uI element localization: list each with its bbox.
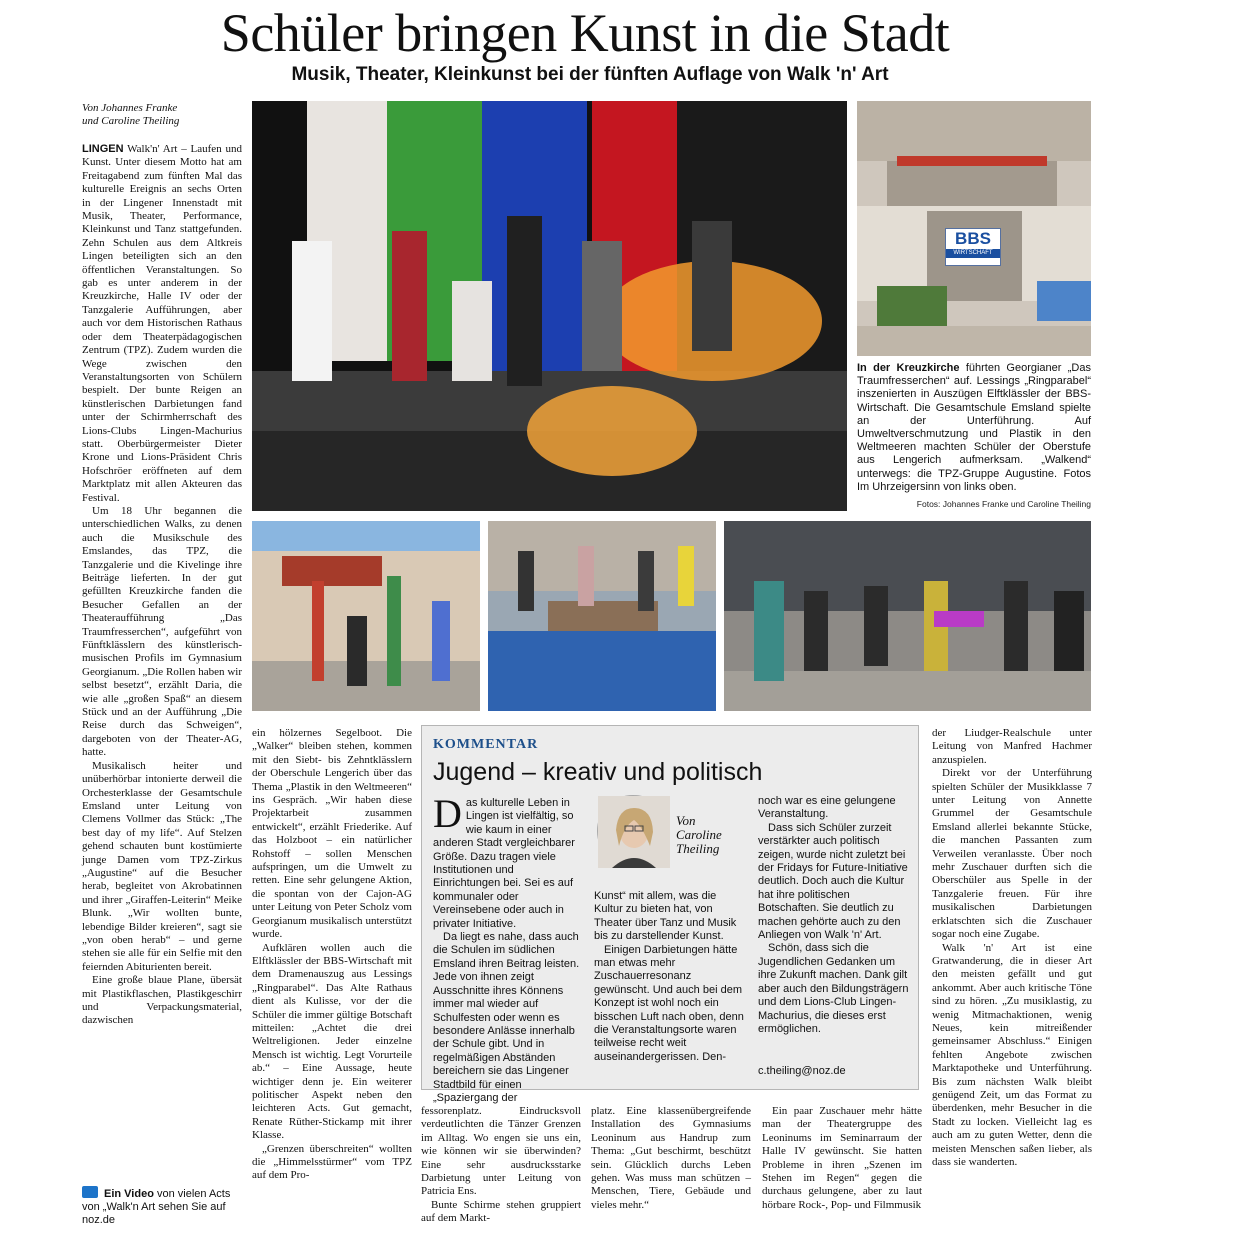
kommentar-title: Jugend – kreativ und politisch [433, 758, 763, 786]
byline [82, 102, 242, 128]
author-portrait-illustration [598, 796, 670, 868]
video-camera-icon [82, 1186, 98, 1198]
video-note-text: von vielen Acts von „Walk'n Art sehen Sie auf noz.de [82, 1188, 231, 1226]
photo-caption [857, 362, 1091, 496]
byline-line-1: Von Johannes Franke [82, 102, 178, 114]
paragraph: platz. Eine klassenübergreifende Installation des Gymnasiums Leoninum aus Handrup zum Thema: „Gut beschirmt, beschützt sein. Glücklich durchs Leben gehen. Was muss man schützen – Menschen, Tiere, Gebäude und vieles mehr.“ [591, 1105, 751, 1211]
subheadline: Musik, Theater, Kleinkunst bei der fünften Auflage von Walk 'n' Art [291, 64, 889, 85]
orchestra-illustration [724, 521, 1091, 711]
article-column-1 [82, 143, 242, 1179]
paragraph: Musikalisch heiter und unüberhörbar intonierte derweil die Orchesterklasse der Gesamtschule Emsland unter Leitung von Clemens Vollmer das Stück: „The best day of my life“. Auf Stelzen gehend schauten bunt kostümierte junge Damen vom TPZ-Zirkus „Augustine“ auf die Besucher herab, begleitet von Akrobatinnen und ihrer „Giraffen-Leiterin“ Meike Blunk. „Wir wollten bunte, lebendige Bilder kreieren“, sagt sie „von oben herab“ – und gerne stehen sie alle für ein Selfie mit den feiernden Abiturienten bereit. [82, 759, 242, 973]
photo-rathaus-ringparabel [857, 101, 1091, 356]
paragraph: Um 18 Uhr begannen die unterschiedlichen Walks, zu denen auch die Musikschule des Emslandes, das TPZ, die Tanzgalerie und die Kivelinge ihre Beiträge lieferten. In der gut gefüllten Kreuzkirche fanden die Besucher Gefallen an der Theateraufführung „Das Traumfresserchen“, aufgeführt von Fünftklässlern des künstlerisch-musischen Profils im Gymnasium Georgianum. „Die Rollen haben wir selbst besetzt“, erzählt Daria, die wie alle „großen Spaß“ an diesem Stück und an der Aufführung „Die Reise durch das Schweigen“, dargeboten von der Theater-AG, hatte. [82, 504, 242, 759]
paragraph: Walk'n' Art – Laufen und Kunst. Unter diesem Motto hat am Freitagabend zum fünften Mal das kulturelle Ereignis an sechs Orten in der Lingener Innenstadt mit Musik, Theater, Performance, Kleinkunst und Tanz stattgefunden. Zehn Schulen aus dem Altkreis Lingen beteiligten sich an den öffentlichen Veranstaltungen. So gab es unter anderem in der Kreuzkirche, Halle IV oder der Tanzgalerie Aufführungen, aber auch vor dem Historischen Rathaus oder dem Theaterpädagogischen Zentrum (TPZ). Zudem wurden die Wege zwischen den Veranstaltungsorten von Schülern bespielt. Der bunte Reigen an künstlerischen Darbietungen fand unter der Schirmherrschaft des Lions-Clubs Lingen-Machurius statt. Oberbürgermeister Dieter Krone und Lions-Präsident Chris Hofschröer eröffneten auf dem Marktplatz mit allen Akteuren das Festival. [82, 143, 242, 504]
paragraph: ein hölzernes Segelboot. Die „Walker“ bleiben stehen, kommen mit den Siebt- bis Zehntklässlern der Oberschule Lengerich über das Thema „Plastik in den Weltmeeren“ ins Gespräch. „Wir haben diese Projektarbeit zusammen entwickelt“, erzählt Friederike. Auf das Holzboot – ein natürlicher Rohstoff – sollen Menschen aufspringen, um die Umwelt zu retten. Eine sehr gelungene Aktion, die spontan von der Cajon-AG unter Leitung von Peter Scholz vom Georgianum musikalisch unterstützt wurde. [252, 727, 412, 941]
kommentar-column-2 [594, 890, 748, 1082]
bbs-sign [945, 228, 1001, 266]
kommentar-email[interactable]: c.theiling@noz.de [758, 1065, 846, 1077]
article-column-5 [762, 1105, 922, 1231]
plastic-illustration [488, 521, 716, 711]
paragraph: fessorenplatz. Eindrucksvoll verdeutlichten die Tänzer Grenzen im Alltag. Wo engen sie uns ein, wie können wir sie überwinden? Eine sehr ausdrucksstarke Darbietung unter Leitung von Patricia Ens. [421, 1105, 581, 1198]
author-line-1: Von [676, 813, 696, 828]
paragraph: Bunte Schirme stehen gruppiert auf dem Markt- [421, 1198, 581, 1225]
author-line-3: Theiling [676, 841, 720, 856]
dropcap: D [433, 791, 462, 836]
stage-illustration [252, 101, 847, 511]
kommentar-author [676, 814, 746, 856]
paragraph: „Grenzen überschreiten“ wollten die „Himmelsstürmer“ vom TPZ auf dem Pro- [252, 1142, 412, 1182]
photo-plastic-ocean [488, 521, 716, 711]
article-column-3 [421, 1105, 581, 1231]
photo-orchestra [724, 521, 1091, 711]
photo-stilt-walkers [252, 521, 480, 711]
caption-bold: In der Kreuzkirche [857, 362, 960, 374]
paragraph: Einigen Darbietungen hätte man etwas mehr Zuschauerresonanz gewünscht. Und auch bei dem Konzept ist wohl noch ein bisschen Luft nach oben, denn die Veranstaltungsorte waren teilweise recht weit auseinandergerissen. Den- [594, 943, 744, 1063]
paragraph: noch war es eine gelungene Veranstaltung. [758, 795, 896, 821]
dateline: LINGEN [82, 143, 124, 155]
article-column-4 [591, 1105, 751, 1231]
paragraph: Da liegt es nahe, dass auch die Schulen im südlichen Emsland ihren Beitrag leisten. Jede von ihnen zeigt Ausschnitte ihres Könnens immer mal wieder auf Schulfesten oder wenn es besondere Anlässe innerhalb der Schule gibt. Und in regelmäßigen Abständen bereichern sie das Lingener Stadtbild für einen „Spaziergang der [433, 931, 580, 1104]
author-line-2: Caroline [676, 827, 722, 842]
byline-line-2: und Caroline Theiling [82, 115, 180, 127]
kommentar-column-3 [758, 795, 912, 1050]
video-note-bold: Ein Video [104, 1188, 154, 1200]
paragraph: Walk 'n' Art ist eine Gratwanderung, die in dieser Art den meisten gefällt und gut ankommt. Aber auch kritische Töne sind zu hören. „Zu musiklastig, zu wenig Mitmachaktionen, wenig Neues, kein mitreißender gemeinsamer Abschluss.“ Einigen fehlten Angebote zwischen Marktapotheke und Unterführung. Bis zum nächsten Walk bleibt genügend Zeit, um das Format zu überdenken, mehr Besucher in die Stadt zu locken. Vielleicht lag es auch am zu guten Wetter, denn die meisten Menschen saßen lieber, als dass sie wanderten. [932, 941, 1092, 1168]
paragraph: Schön, dass sich die Jugendlichen Gedanken um ihre Zukunft machen. Dank gilt aber auch den Bildungsträgern und dem Lions-Club Lingen-Machurius, die dieses erst ermöglichen. [758, 942, 909, 1035]
paragraph: Direkt vor der Unterführung spielten Schüler der Musikklasse 7 unter Leitung von Annette Grummel der Gesamtschule Emsland allerlei bekannte Stücke, die manchen Passanten zum Verweilen veranlasste. Über noch mehr Zuschauer durften sich die Oberschüler aus Spelle in der Tanzgalerie freuen. Für ihre musikalischen Darbietungen erklatschten sich die Zuschauer sogar noch eine Zugabe. [932, 767, 1092, 941]
photo-credit: Fotos: Johannes Franke und Caroline Theiling [916, 499, 1091, 509]
photo-stage-performance [252, 101, 847, 511]
paragraph: Kunst“ mit allem, was die Kultur zu bieten hat, von Theater über Tanz und Musik bis zu darstellender Kunst. [594, 890, 737, 943]
article-column-6 [932, 727, 1092, 1231]
headline: Schüler bringen Kunst in die Stadt [220, 3, 950, 63]
bbs-sign-subtitle: WIRTSCHAFT [946, 249, 1000, 258]
stilt-illustration [252, 521, 480, 711]
article-column-2 [252, 727, 412, 1182]
kommentar-column-1 [433, 791, 583, 1104]
paragraph: as kulturelle Leben in Lingen ist vielfältig, so wie kaum in einer anderen Stadt vergleichbarer Größe. Dazu tragen viele Institutionen und Einrichtungen bei. Sei es auf kommunaler oder Vereinsebene oder auch in privater Initiative. [433, 797, 575, 930]
bbs-sign-title: BBS [955, 229, 991, 248]
paragraph: Aufklären wollen auch die Elftklässler der BBS-Wirtschaft mit dem Dramenauszug aus Lessings „Ringparabel“. Das Alte Rathaus dient als Kulisse, vor der die Schüler die immer gültige Botschaft mitteilen: „Achtet die drei Weltreligionen. Jeder einzelne Mensch ist wichtig. Legt Vorurteile ab.“ – Eine Aussage, heute wichtiger denn je. Ein weiterer politischer Aspekt neben den leichteren Acts. Gut gemacht, Renate Rüther-Stickamp mit ihrer Klasse. [252, 941, 412, 1142]
caption-text: führten Georgianer „Das Traumfresserchen“ auf. Lessings „Ringparabel“ inszenierten in Auszügen Elftklässler der BBS-Wirtschaft. Die Gesamtschule Emsland spielte an der Unterführung. Auf Umweltverschmutzung und Plastik in den Weltmeeren machten Schüler der Oberstufe aus Lengerich aufmerksam. „Walkend“ unterwegs: die TPZ-Gruppe Augustine. Fotos Im Uhrzeigersinn von links oben. [857, 362, 1091, 493]
author-portrait [597, 795, 669, 867]
paragraph: Ein paar Zuschauer mehr hätte man der Theatergruppe des Leoninums im Seminarraum der Halle IV gewünscht. Sie hatten Probleme in ihren „Szenen im Stehen im Regen“ gegen die durchaus gelungene, aber zu laut hörbare Rock-, Pop- und Filmmusik [762, 1105, 922, 1211]
paragraph: Dass sich Schüler zurzeit verstärkter auch politisch zeigen, wurde nicht zuletzt bei der Fridays for Future-Initiative deutlich. Doch auch die Kultur hat ihre politischen Botschaften. Sie deutlich zu machen gehörte auch zu den Anliegen von Walk 'n' Art. [758, 821, 908, 942]
paragraph: der Liudger-Realschule unter Leitung von Manfred Hachmer anzuspielen. [932, 727, 1092, 766]
kommentar-label: KOMMENTAR [433, 737, 539, 752]
video-note[interactable] [82, 1186, 242, 1227]
paragraph: Eine große blaue Plane, übersät mit Plastikflaschen, Plastikgeschirr und Verpackungsmaterial, dazwischen [82, 974, 242, 1027]
